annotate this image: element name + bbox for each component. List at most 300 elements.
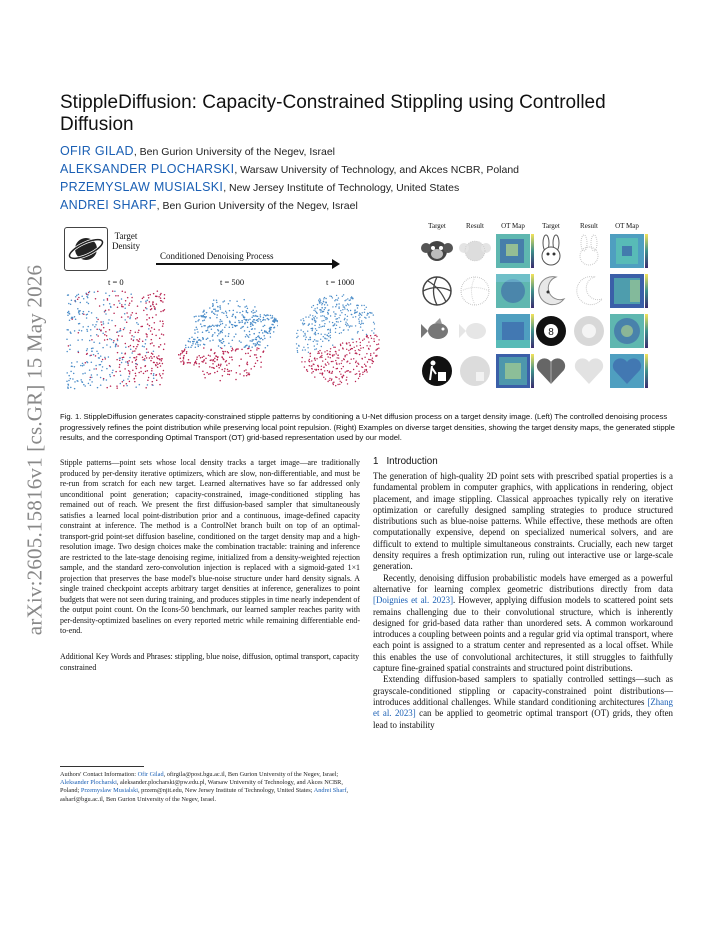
stipple-point <box>115 295 117 297</box>
stipple-point <box>146 336 148 338</box>
stipple-point <box>160 311 162 313</box>
stipple-point <box>244 318 246 320</box>
stipple-point <box>147 380 149 382</box>
stipple-point <box>133 340 135 342</box>
stipple-point <box>117 295 119 297</box>
stipple-point <box>310 356 311 357</box>
stipple-point <box>162 320 164 322</box>
arxiv-watermark <box>20 250 50 650</box>
stipple-point <box>154 308 156 310</box>
stipple-point <box>336 364 337 365</box>
stipple-point <box>344 359 345 360</box>
stipple-point <box>252 312 254 314</box>
author-link[interactable]: Przemyslaw Musialski <box>80 787 139 795</box>
stipple-point <box>74 330 76 332</box>
abstract-text: Stipple patterns—point sets whose local density tracks a target image—are traditionally produced by per-density iterative optimizers, which are slow, non-differentiable, and must be re-run from scratch for each new target. Learned alternatives have so far addressed only unconditional point generation; capacity-constrained, image-conditioned stippling has remained out of reach. We present the first diffusion-based sampler that simultaneously satisfies a learned local point-distribution prior and a continuous, image-defined capacity constraint at inference. The method is a ControlNet branch built on top of an optimal-transport-grid point-set diffusion baseline, conditioned on the target density map and a high-resolution image. Two design choices make the combination tractable: training and inference are restricted to the late-stage denoising regime, initialized from a density-weighted rejection sample, and the standard zero-convolution injection is replaced with a sigmoid-gated 1×1 projection that preserves the base model's blue-noise structure under hard density signals. A single trained checkpoint accepts arbitrary target densities at inference, generalizes to point budgets that were not seen during training, and produces stipples in time nearly independent of the output point count. On the Icons-50 benchmark, our learned sampler reaches parity with per-density-optimized baselines on every reported metric while remaining differentiable end-to-end. <box>60 458 360 635</box>
stipple-point <box>227 351 229 353</box>
stipple-point <box>264 314 266 316</box>
stipple-point <box>202 371 204 373</box>
stipple-point <box>160 294 162 296</box>
stipple-point <box>270 317 272 319</box>
stipple-point <box>219 321 221 323</box>
intro-paragraph-1: The generation of high-quality 2D point sets with prescribed spatial properties is a fundamental problem in computer graphics, with applications in rendering, object placement, and image stippling. Classical approaches typically rely on iterative optimization or carefully designed sampling strategies to produce structured distributions such as blue-noise patterns. While effective, these methods are often computationally expensive, depend on specialized numerical solvers, and are difficult to extend to multiple simultaneous constraints. Crucially, each new target density requires a fresh optimization run, ruling out interactive use or large-scale generation. <box>373 471 673 572</box>
stipple-point <box>219 305 221 307</box>
stipple-point <box>264 319 266 321</box>
stipple-point <box>135 375 137 377</box>
stipple-point <box>186 351 188 353</box>
stipple-point <box>303 324 304 325</box>
stipple-point <box>253 319 255 321</box>
stipple-point <box>340 345 341 346</box>
stipple-point <box>156 374 158 376</box>
stipple-point <box>235 333 237 335</box>
stipple-point <box>348 370 349 371</box>
stipple-point <box>136 322 138 324</box>
stipple-point <box>224 351 226 353</box>
svg-text:8: 8 <box>548 327 554 338</box>
stipple-point <box>78 294 80 296</box>
stipple-point <box>222 351 224 353</box>
stipple-point <box>343 375 344 376</box>
stipple-point <box>327 370 328 371</box>
stipple-point <box>83 384 85 386</box>
stipple-point <box>257 343 259 345</box>
stipple-point <box>96 321 98 323</box>
stipple-point <box>350 371 351 372</box>
stipple-point <box>159 362 161 364</box>
stipple-point <box>78 323 80 325</box>
stipple-point <box>127 316 129 318</box>
stipple-point <box>297 352 298 353</box>
stipple-point <box>180 353 182 355</box>
stipple-point <box>224 300 226 302</box>
stipple-point <box>373 332 374 333</box>
stipple-point <box>318 300 319 301</box>
stipple-point <box>229 300 231 302</box>
stipple-point <box>91 374 93 376</box>
stipple-point <box>109 303 111 305</box>
stipple-point <box>247 327 249 329</box>
stipple-point <box>232 348 234 350</box>
stipple-point <box>131 352 133 354</box>
stipple-point <box>367 361 368 362</box>
stipple-point <box>252 310 254 312</box>
citation-link[interactable]: [Zhang et al. 2023] <box>373 696 673 719</box>
stipple-point <box>159 320 161 322</box>
citation-link[interactable]: [Doignies et al. 2023] <box>373 595 454 606</box>
stipple-point <box>314 357 315 358</box>
stipple-point <box>161 333 163 335</box>
stipple-point <box>254 354 256 356</box>
stipple-point <box>241 349 243 351</box>
stipple-point <box>329 321 330 322</box>
stipple-point <box>231 324 233 326</box>
stipple-point <box>323 298 324 299</box>
stipple-point <box>324 337 325 338</box>
stipple-point <box>159 373 161 375</box>
stipple-point <box>74 316 76 318</box>
stipple-point <box>270 315 272 317</box>
stipple-point <box>305 316 306 317</box>
stipple-point <box>368 337 369 338</box>
stipple-point <box>331 373 332 374</box>
stipple-point <box>321 304 322 305</box>
bunny-result-icon <box>572 234 606 268</box>
stipple-point <box>359 313 360 314</box>
stipple-point <box>229 310 231 312</box>
stipple-point <box>328 333 329 334</box>
eight-ball-target-icon <box>534 314 568 348</box>
stipple-plot-t1000 <box>286 288 386 393</box>
stipple-point <box>219 332 221 334</box>
stipple-point <box>153 306 155 308</box>
stipple-point <box>366 334 367 335</box>
stipple-point <box>92 324 94 326</box>
stipple-point <box>338 317 339 318</box>
stipple-point <box>203 315 205 317</box>
stipple-point <box>296 343 297 344</box>
stipple-point <box>370 355 371 356</box>
stipple-point <box>221 321 223 323</box>
stipple-point <box>107 298 109 300</box>
stipple-point <box>193 364 195 366</box>
stipple-point <box>346 325 347 326</box>
stipple-point <box>205 316 207 318</box>
stipple-point <box>109 374 111 376</box>
stipple-point <box>256 357 258 359</box>
stipple-point <box>70 378 72 380</box>
stipple-point <box>67 386 69 388</box>
stipple-point <box>220 340 222 342</box>
stipple-point <box>221 312 223 314</box>
stipple-point <box>195 346 197 348</box>
stipple-point <box>329 354 330 355</box>
stipple-point <box>91 350 93 352</box>
stipple-point <box>253 315 255 317</box>
stipple-point <box>332 345 333 346</box>
stipple-point <box>311 372 312 373</box>
stipple-point <box>324 323 325 324</box>
stipple-point <box>320 300 321 301</box>
stipple-point <box>223 359 225 361</box>
stipple-point <box>253 333 255 335</box>
column-header: Result <box>466 222 484 230</box>
stipple-point <box>117 340 119 342</box>
stipple-point <box>314 308 315 309</box>
stipple-point <box>348 329 349 330</box>
stipple-point <box>228 343 230 345</box>
stipple-point <box>153 373 155 375</box>
author-link[interactable]: Aleksander Plocharski <box>60 779 117 787</box>
stipple-point <box>180 361 182 363</box>
stipple-point <box>342 377 343 378</box>
stipple-point <box>108 319 110 321</box>
stipple-point <box>340 381 341 382</box>
stipple-point <box>218 339 220 341</box>
stipple-point <box>147 370 149 372</box>
stipple-point <box>368 316 369 317</box>
stipple-point <box>301 361 302 362</box>
stipple-point <box>128 304 130 306</box>
stipple-point <box>251 317 253 319</box>
stipple-point <box>143 373 145 375</box>
stipple-point <box>136 368 138 370</box>
stipple-point <box>355 316 356 317</box>
stipple-point <box>160 358 162 360</box>
stipple-point <box>209 340 211 342</box>
stipple-point <box>358 371 359 372</box>
stipple-point <box>111 320 113 322</box>
author-3 <box>60 179 690 197</box>
stipple-point <box>258 348 260 350</box>
stipple-point <box>183 364 185 366</box>
stipple-point <box>162 323 164 325</box>
stipple-point <box>117 352 119 354</box>
stipple-point <box>87 294 89 296</box>
stipple-point <box>324 297 325 298</box>
stipple-point <box>83 298 85 300</box>
stipple-point <box>86 293 88 295</box>
stipple-point <box>362 374 363 375</box>
stipple-point <box>339 315 340 316</box>
stipple-point <box>134 350 136 352</box>
stipple-point <box>100 384 102 386</box>
stipple-point <box>225 335 227 337</box>
stipple-point <box>323 377 324 378</box>
stipple-point <box>339 384 340 385</box>
author-link[interactable]: Ofir Gilad <box>137 771 164 778</box>
stipple-point <box>249 318 251 320</box>
stipple-point <box>232 340 234 342</box>
stipple-point <box>345 355 346 356</box>
stipple-point <box>366 371 367 372</box>
stipple-point <box>369 312 370 313</box>
stipple-point <box>137 324 139 326</box>
stipple-point <box>250 324 252 326</box>
stipple-point <box>140 371 142 373</box>
stipple-point <box>160 293 162 295</box>
teaser-figure <box>60 220 680 395</box>
stipple-point <box>220 308 222 310</box>
stipple-point <box>157 358 159 360</box>
stipple-point <box>223 312 225 314</box>
stipple-point <box>324 325 325 326</box>
stipple-point <box>214 361 216 363</box>
stipple-point <box>121 362 123 364</box>
stipple-point <box>315 332 316 333</box>
stipple-point <box>245 353 247 355</box>
stipple-point <box>151 368 153 370</box>
stipple-point <box>371 330 372 331</box>
stipple-point <box>368 348 369 349</box>
stipple-point <box>320 326 321 327</box>
stipple-point <box>74 388 76 390</box>
stipple-point <box>296 333 297 334</box>
stipple-point <box>248 372 250 374</box>
stipple-point <box>314 339 315 340</box>
stipple-point <box>366 370 367 371</box>
stipple-point <box>81 339 83 341</box>
stipple-point <box>116 387 118 389</box>
stipple-point <box>313 364 314 365</box>
author-affiliation: , New Jersey Institute of Technology, United States <box>223 182 460 194</box>
stipple-point <box>260 316 262 318</box>
stipple-point <box>157 363 159 365</box>
trash-person-result-icon <box>458 354 492 388</box>
stipple-point <box>345 322 346 323</box>
stipple-point <box>83 364 85 366</box>
stipple-point <box>336 325 337 326</box>
stipple-point <box>142 359 144 361</box>
stipple-point <box>213 359 215 361</box>
stipple-point <box>333 347 334 348</box>
stipple-point <box>259 332 261 334</box>
stipple-point <box>332 306 333 307</box>
stipple-point <box>203 343 205 345</box>
stipple-point <box>235 325 237 327</box>
stipple-point <box>136 346 138 348</box>
stipple-point <box>231 359 233 361</box>
stipple-point <box>137 344 139 346</box>
stipple-point <box>161 300 163 302</box>
stipple-point <box>325 307 326 308</box>
stipple-point <box>145 343 147 345</box>
stipple-point <box>333 324 334 325</box>
stipple-point <box>376 355 377 356</box>
intro-paragraph-3 <box>373 674 673 730</box>
stipple-point <box>195 316 197 318</box>
stipple-point <box>96 334 98 336</box>
stipple-point <box>240 327 242 329</box>
stipple-point <box>304 333 305 334</box>
stipple-point <box>132 361 134 363</box>
stipple-point <box>248 319 250 321</box>
stipple-point <box>226 315 228 317</box>
stipple-point <box>204 377 206 379</box>
stipple-point <box>135 366 137 368</box>
stipple-point <box>255 362 257 364</box>
stipple-point <box>340 310 341 311</box>
stipple-point <box>147 300 149 302</box>
stipple-point <box>247 362 249 364</box>
stipple-point <box>362 330 363 331</box>
stipple-point <box>323 320 324 321</box>
stipple-point <box>333 311 334 312</box>
stipple-point <box>253 343 255 345</box>
stipple-point <box>183 361 185 363</box>
stipple-point <box>303 347 304 348</box>
stipple-point <box>330 348 331 349</box>
stipple-point <box>213 325 215 327</box>
stipple-point <box>223 353 225 355</box>
stipple-point <box>208 373 210 375</box>
stipple-point <box>90 377 92 379</box>
stipple-point <box>324 304 325 305</box>
stipple-point <box>103 378 105 380</box>
stipple-point <box>339 333 340 334</box>
stipple-point <box>66 329 68 331</box>
stipple-point <box>78 330 80 332</box>
stipple-point <box>71 317 73 319</box>
stipple-point <box>142 326 144 328</box>
stipple-point <box>252 328 254 330</box>
stipple-point <box>345 324 346 325</box>
stipple-point <box>91 381 93 383</box>
stipple-point <box>119 364 121 366</box>
stipple-point <box>143 310 145 312</box>
stipple-point <box>135 348 137 350</box>
stipple-point <box>349 352 350 353</box>
paper-title: StippleDiffusion: Capacity-Constrained Stippling using Controlled Diffusion <box>60 92 606 135</box>
stipple-point <box>89 369 91 371</box>
stipple-point <box>320 302 321 303</box>
stipple-point <box>103 327 105 329</box>
stipple-point <box>70 304 72 306</box>
stipple-point <box>336 362 337 363</box>
stipple-point <box>246 375 248 377</box>
stipple-point <box>185 347 187 349</box>
stipple-point <box>139 353 141 355</box>
intro-paragraph-2 <box>373 573 673 675</box>
stipple-point <box>190 347 192 349</box>
stipple-point <box>325 359 326 360</box>
stipple-point <box>324 370 325 371</box>
stipple-point <box>78 332 80 334</box>
stipple-point <box>256 347 258 349</box>
stipple-point <box>319 357 320 358</box>
stipple-point <box>322 373 323 374</box>
stipple-point <box>149 294 151 296</box>
stipple-point <box>164 343 166 345</box>
stipple-point <box>142 345 144 347</box>
stipple-point <box>191 345 193 347</box>
stipple-point <box>374 341 375 342</box>
stipple-point <box>88 292 90 294</box>
stipple-point <box>77 351 79 353</box>
stipple-point <box>330 329 331 330</box>
stipple-point <box>160 297 162 299</box>
stipple-point <box>362 367 363 368</box>
author-link[interactable]: Andrei Sharf <box>313 787 347 795</box>
stipple-point <box>148 328 150 330</box>
stipple-point <box>243 299 245 301</box>
stipple-point <box>162 363 164 365</box>
stipple-point <box>326 338 327 339</box>
stipple-point <box>311 368 312 369</box>
contact-text: , asharf@bgu.ac.il, Ben Gurion University of the Negev, Israel. <box>60 787 349 803</box>
stipple-point <box>145 339 147 341</box>
stipple-point <box>144 358 146 360</box>
stipple-point <box>76 295 78 297</box>
stipple-point <box>267 345 269 347</box>
stipple-point <box>90 335 92 337</box>
stipple-point <box>297 336 298 337</box>
stipple-point <box>355 374 356 375</box>
paragraph-text: Recently, denoising diffusion probabilistic models have emerged as a powerful alternative for learning complex geometric distributions directly from data <box>373 572 673 594</box>
stipple-point <box>348 342 349 343</box>
stipple-point <box>258 344 260 346</box>
stipple-point <box>194 332 196 334</box>
stipple-point <box>146 352 148 354</box>
stipple-point <box>129 303 131 305</box>
stipple-point <box>339 363 340 364</box>
stipple-point <box>359 354 360 355</box>
stipple-point <box>104 334 106 336</box>
stipple-point <box>352 298 353 299</box>
stipple-point <box>259 337 261 339</box>
stipple-point <box>162 325 164 327</box>
stipple-point <box>222 338 224 340</box>
